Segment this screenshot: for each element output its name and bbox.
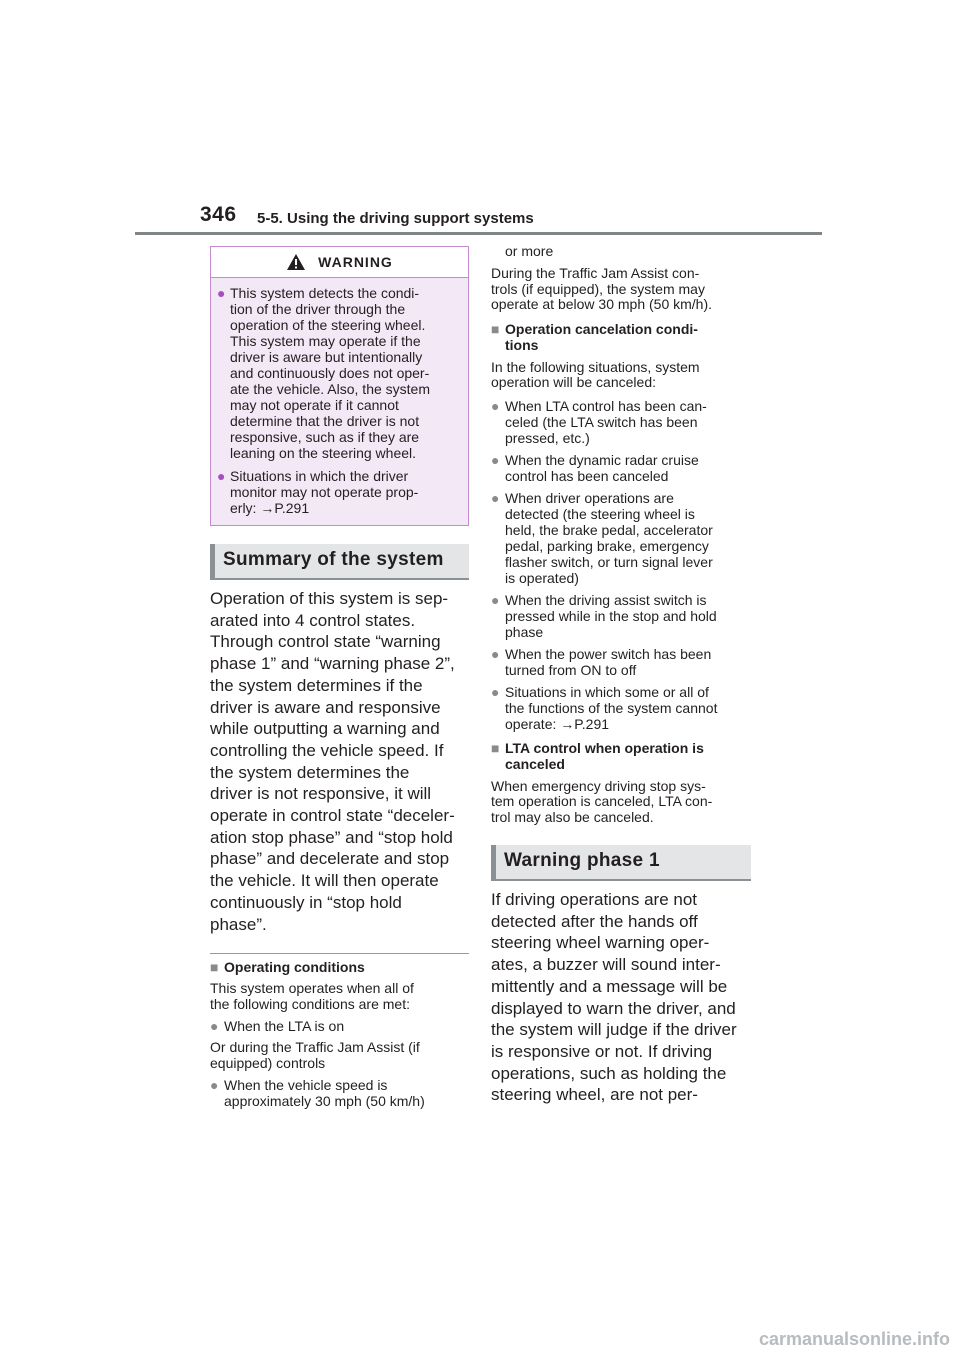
operating-note: Or during the Traffic Jam Assist (if equipped) controls (210, 1039, 420, 1071)
square-bullet-icon: ■ (491, 739, 500, 756)
bullet-icon: ● (491, 397, 500, 414)
square-bullet-icon: ■ (491, 320, 500, 337)
operating-note: During the Traffic Jam Assist con- trols (if equipped), the system may operate at below 30 mph (50 km/h). (491, 265, 713, 312)
bullet-icon: ● (217, 285, 226, 301)
bullet-icon: ● (210, 1018, 219, 1035)
list-item: ● When driver operations are detected (the steering wheel is held, the brake pedal, accelerator pedal, parking brake, emergency flasher switch, or turn signal lever is operated) (491, 489, 713, 586)
warning-header (211, 247, 468, 278)
list-item: ● When LTA control has been can- celed (the LTA switch has been pressed, etc.) (491, 397, 707, 446)
bullet-icon: ● (491, 591, 500, 608)
bullet-icon: ● (491, 489, 500, 506)
summary-heading: Summary of the system (210, 544, 469, 580)
bullet-icon: ● (210, 1077, 219, 1094)
bullet-icon: ● (491, 451, 500, 468)
warning-body (211, 278, 468, 525)
right-column (491, 243, 751, 1106)
warning-triangle-icon (286, 253, 306, 271)
warning-item: ● Situations in which the driver monitor may not operate prop- erly: →P.291 (217, 468, 419, 516)
warning-item: ● This system detects the condi- tion of the driver through the operation of the steering wheel. This system may operate if the driver is aware but intentionally and continuously does not oper- ate the vehicle. Also, the system may not operate if it cannot determine that the driver is not responsive, such as if they are leaning on the steering wheel. (217, 285, 430, 461)
divider (210, 953, 469, 954)
page-number: 346 (200, 203, 237, 226)
warning-phase-heading: Warning phase 1 (491, 845, 751, 881)
list-item: ● When the power switch has been turned from ON to off (491, 645, 712, 678)
warning-phase-body: If driving operations are not detected after the hands off steering wheel warning oper- ates, a buzzer will sound inter- mittently and a message will be displayed to warn the driver, and the system will judge if the driver is responsive or not. If driving operations, such as holding the steering wheel, are not per- (491, 890, 737, 1105)
watermark: carmanualsonline.info (758, 1329, 950, 1349)
bullet-icon: ● (491, 683, 500, 700)
page-header (200, 203, 840, 233)
cancelation-intro: In the following situations, system operation will be canceled: (491, 358, 700, 390)
warning-title: WARNING (318, 254, 393, 270)
operating-intro: This system operates when all of the following conditions are met: (210, 980, 414, 1012)
list-item: ● When the dynamic radar cruise control has been canceled (491, 451, 699, 484)
list-item-continued: or more (505, 243, 554, 259)
bullet-icon: ● (491, 645, 500, 662)
list-item: ● When the vehicle speed is approximately 30 mph (50 km/h) (210, 1077, 425, 1110)
warning-box (210, 246, 469, 526)
left-column (210, 246, 469, 1109)
cancelation-heading: ■ Operation cancelation condi- tions (491, 320, 698, 353)
operating-heading: ■ Operating conditions (210, 959, 365, 976)
bullet-icon: ● (217, 468, 226, 484)
section-title: 5-5. Using the driving support systems (257, 210, 534, 227)
list-item: ● Situations in which some or all of the functions of the system cannot operate: →P.291 (491, 683, 718, 732)
list-item: ● When the driving assist switch is pressed while in the stop and hold phase (491, 591, 717, 640)
summary-body: Operation of this system is sep- arated into 4 control states. Through control state “warning phase 1” and “warning phase 2”, the system determines if the driver is aware and responsive while outputting a warning and controlling the vehicle speed. If the system determines the driver is not responsive, it will operate in control state “deceler- ation stop phase” and “stop hold phase” and decelerate and stop the vehicle. It will then operate continuously in “stop hold phase”. (210, 589, 455, 934)
square-bullet-icon: ■ (210, 959, 219, 976)
lta-cancel-body: When emergency driving stop sys- tem operation is canceled, LTA con- trol may also be canceled. (491, 777, 713, 825)
header-divider (135, 232, 822, 235)
list-item: ● When the LTA is on (210, 1018, 345, 1035)
lta-cancel-heading: ■ LTA control when operation is canceled (491, 739, 704, 772)
